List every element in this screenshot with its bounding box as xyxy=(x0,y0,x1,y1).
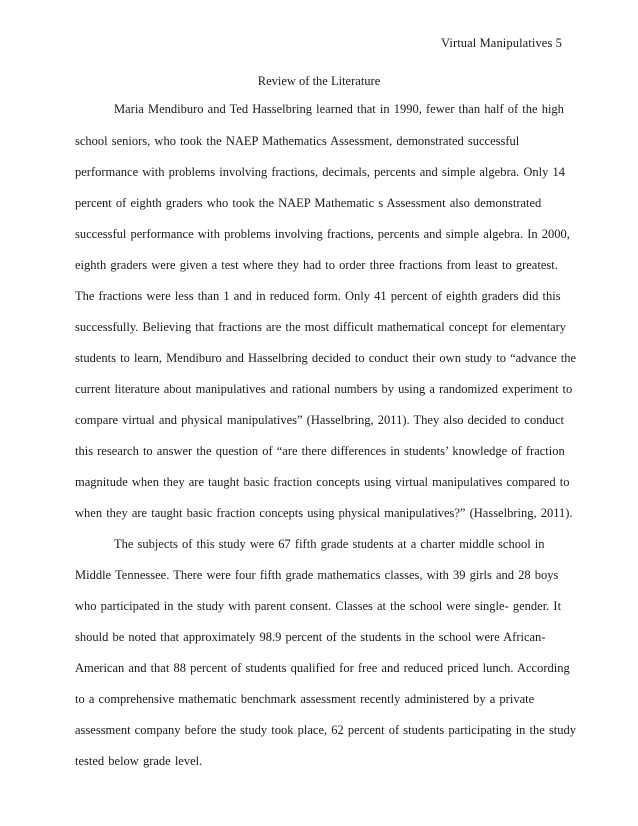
paragraph-1-line-13: magnitude when they are taught basic fraction concepts using virtual manipulatives compared to xyxy=(75,475,570,489)
paragraph-1-line-2: school seniors, who took the NAEP Mathematics Assessment, demonstrated successful xyxy=(75,134,520,148)
paragraph-1-line-4: percent of eighth graders who took the NAEP Mathematic s Assessment also demonstrated xyxy=(75,196,542,210)
paragraph-1-line-1: Maria Mendiburo and Ted Hasselbring learned that in 1990, fewer than half of the high xyxy=(114,102,564,116)
paragraph-1-line-7: The fractions were less than 1 and in reduced form. Only 41 percent of eighth graders did this xyxy=(75,289,561,303)
paragraph-2-line-2: Middle Tennessee. There were four fifth grade mathematics classes, with 39 girls and 28 boys xyxy=(75,568,559,582)
section-heading: Review of the Literature xyxy=(257,74,381,88)
paragraph-2-line-8: tested below grade level. xyxy=(75,754,203,768)
paragraph-1-line-5: successful performance with problems involving fractions, percents and simple algebra. In 2000, xyxy=(75,227,570,241)
paragraph-1-line-12: this research to answer the question of “are there differences in students’ knowledge of fraction xyxy=(75,444,565,458)
running-head: Virtual Manipulatives 5 xyxy=(441,36,562,50)
paragraph-1-line-10: current literature about manipulatives and rational numbers by using a randomized experiment to xyxy=(75,382,573,396)
paragraph-2-line-1: The subjects of this study were 67 fifth grade students at a charter middle school in xyxy=(114,537,545,551)
paragraph-1-line-8: successfully. Believing that fractions are the most difficult mathematical concept for elementary xyxy=(75,320,567,334)
paragraph-2-line-3: who participated in the study with parent consent. Classes at the school were single- gender. It xyxy=(75,599,562,613)
paragraph-1-line-3: performance with problems involving fractions, decimals, percents and simple algebra. Only 14 xyxy=(75,165,566,179)
paragraph-1-line-6: eighth graders were given a test where they had to order three fractions from least to greatest. xyxy=(75,258,558,272)
paragraph-1-line-11: compare virtual and physical manipulatives” (Hasselbring, 2011). They also decided to conduct xyxy=(75,413,564,427)
paragraph-2-line-6: to a comprehensive mathematic benchmark assessment recently administered by a private xyxy=(75,692,535,706)
paragraph-2-line-5: American and that 88 percent of students qualified for free and reduced priced lunch. According xyxy=(75,661,570,675)
paragraph-2-line-4: should be noted that approximately 98.9 percent of the students in the school were African- xyxy=(75,630,546,644)
paragraph-1-line-9: students to learn, Mendiburo and Hasselbring decided to conduct their own study to “advance the xyxy=(75,351,577,365)
paragraph-1-line-14: when they are taught basic fraction concepts using physical manipulatives?” (Hasselbring, 2011). xyxy=(75,506,573,520)
paragraph-2-line-7: assessment company before the study took place, 62 percent of students participating in the study xyxy=(75,723,577,737)
